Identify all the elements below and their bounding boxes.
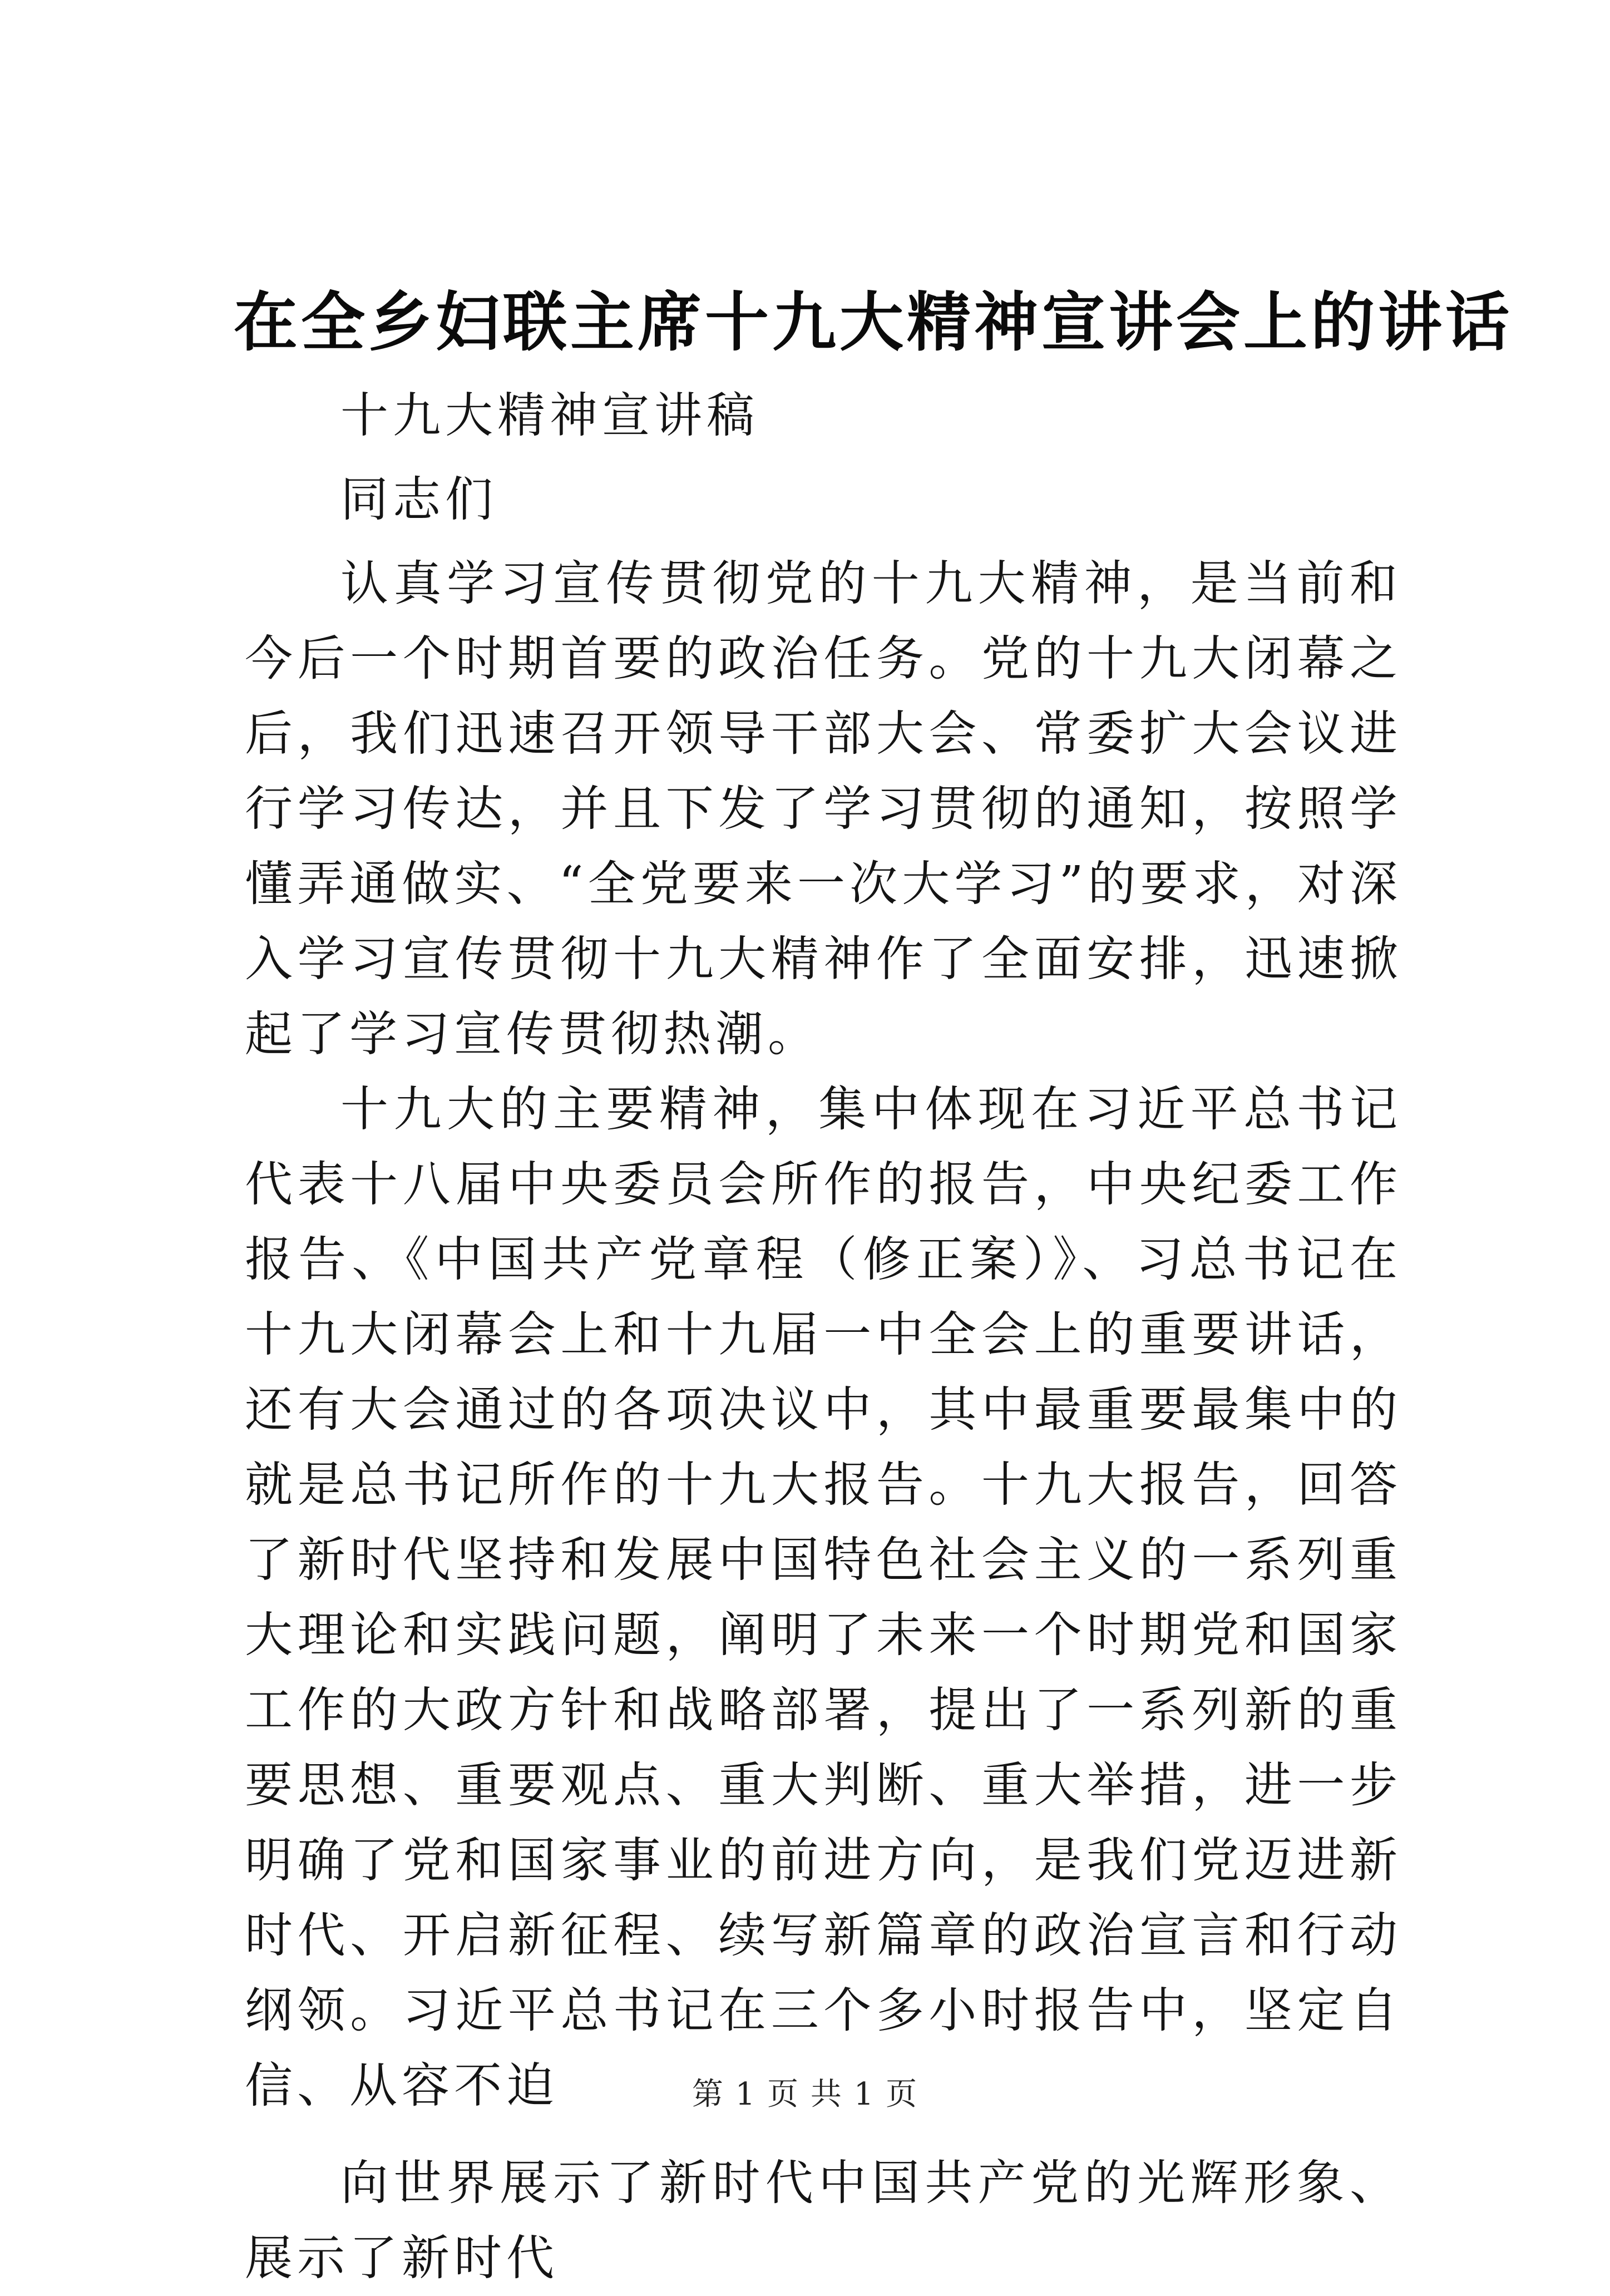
paragraph-3: 向世界展示了新时代中国共产党的光辉形象、展示了新时代 xyxy=(245,2155,1402,2286)
page-footer: 第 1 页 共 1 页 xyxy=(692,2076,918,2112)
paragraph-2: 十九大的主要精神，集中体现在习近平总书记代表十八届中央委员会所作的报告，中央纪委工作报告、《中国共产党章程（修正案）》、习总书记在十九大闭幕会上和十九届一中全会上的重要讲话，还有大会通过的各项决议中，其中最重要最集中的就是总书记所作的十九大报告。十九大报告，回答了新时代坚持和发展中国特色社会主义的一系列重大理论和实践问题，阐明了未来一个时期党和国家工作的大政方针和战略部署，提出了一系列新的重要思想、重要观点、重大判断、重大举措，进一步明确了党和国家事业的前进方向，是我们党迈进新时代、开启新征程、续写新篇章的政治宣言和行动纲领。习近平总书记在三个多小时报告中，坚定自信、从容不迫 xyxy=(245,1082,1402,2114)
document-title: 在全乡妇联主席十九大精神宣讲会上的讲话 xyxy=(234,285,1513,360)
salutation: 同志们 xyxy=(340,472,497,527)
paragraph-1: 认真学习宣传贯彻党的十九大精神，是当前和今后一个时期首要的政治任务。党的十九大闭幕之后，我们迅速召开领导干部大会、常委扩大会议进行学习传达，并且下发了学习贯彻的通知，按照学懂弄通做实、“全党要来一次大学习”的要求，对深入学习宣传贯彻十九大精神作了全面安排，迅速掀起了学习宣传贯彻热潮。 xyxy=(245,556,1402,1062)
document-body xyxy=(245,378,1402,2296)
document-subtitle: 十九大精神宣讲稿 xyxy=(340,388,759,443)
